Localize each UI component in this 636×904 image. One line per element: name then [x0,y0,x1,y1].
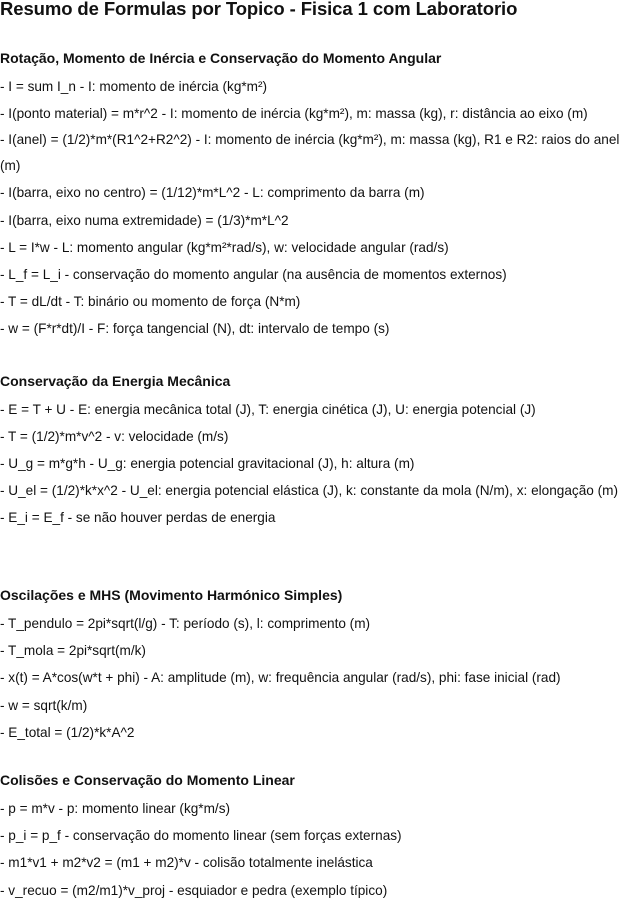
formula-line: - T_mola = 2pi*sqrt(m/k) [0,643,146,659]
section-heading: Oscilações e MHS (Movimento Harmónico Simples) [0,587,343,603]
section-rotation [0,49,636,337]
formula-line: - E_i = E_f - se não houver perdas de energia [0,509,276,525]
formula-line: - U_el = (1/2)*k*x^2 - U_el: energia potencial elástica (J), k: constante da mola (N/m), x: elongação (m) [0,482,618,498]
section-energy [0,372,636,525]
document-title: Resumo de Formulas por Topico - Fisica 1 com Laboratorio [0,0,518,19]
formula-line: - T = dL/dt - T: binário ou momento de força (N*m) [0,294,301,310]
section-collisions [0,771,636,898]
formula-line: - L = I*w - L: momento angular (kg*m²*rad/s), w: velocidade angular (rad/s) [0,239,449,255]
formula-line: - I(barra, eixo numa extremidade) = (1/3)*m*L^2 [0,212,289,228]
section-heading: Colisões e Conservação do Momento Linear [0,772,295,788]
formula-line: - v_recuo = (m2/m1)*v_proj - esquiador e pedra (exemplo típico) [0,882,388,898]
section-heading: Rotação, Momento de Inércia e Conservação do Momento Angular [0,50,442,66]
formula-line: - T_pendulo = 2pi*sqrt(l/g) - T: período (s), l: comprimento (m) [0,616,371,631]
formula-line: - w = sqrt(k/m) [0,697,88,713]
formula-line: - m1*v1 + m2*v2 = (m1 + m2)*v - colisão totalmente inelástica [0,855,373,871]
formula-line: - T = (1/2)*m*v^2 - v: velocidade (m/s) [0,429,229,445]
formula-line: - I = sum I_n - I: momento de inércia (kg*m²) [0,79,268,94]
formula-line: - x(t) = A*cos(w*t + phi) - A: amplitude (m), w: frequência angular (rad/s), phi: fase inicial (rad) [0,670,561,686]
formula-line: - w = (F*r*dt)/I - F: força tangencial (N), dt: intervalo de tempo (s) [0,321,390,337]
formula-line: - U_g = m*g*h - U_g: energia potencial gravitacional (J), h: altura (m) [0,456,415,472]
formula-line: - I(anel) = (1/2)*m*(R1^2+R2^2) - I: momento de inércia (kg*m²), m: massa (kg), R1 e R2: raios do anel (m) [0,132,620,174]
formula-line: - L_f = L_i - conservação do momento angular (na ausência de momentos externos) [0,267,507,283]
section-oscillations [0,586,636,740]
formula-line: - E_total = (1/2)*k*A^2 [0,724,135,740]
section-heading: Conservação da Energia Mecânica [0,373,231,389]
formula-line: - E = T + U - E: energia mecânica total (J), T: energia cinética (J), U: energia potencial (J) [0,402,536,417]
formula-line: - I(barra, eixo no centro) = (1/12)*m*L^2 - L: comprimento da barra (m) [0,185,425,201]
formula-line: - p_i = p_f - conservação do momento linear (sem forças externas) [0,828,402,844]
formula-line: - I(ponto material) = m*r^2 - I: momento de inércia (kg*m²), m: massa (kg), r: distância ao eixo (m) [0,106,588,122]
formula-line: - p = m*v - p: momento linear (kg*m/s) [0,801,231,816]
